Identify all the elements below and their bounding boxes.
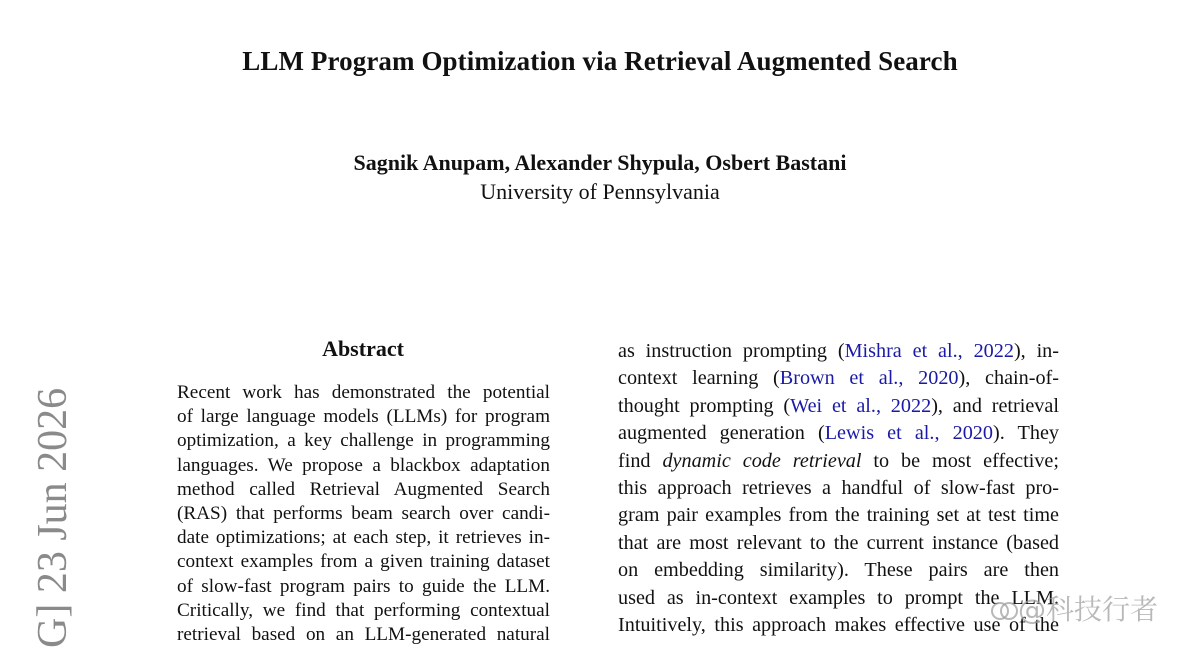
abstract-line: date optimizations; at each step, it retrieves in- [177, 527, 550, 549]
abstract-line: context examples from a given training dataset [177, 551, 550, 573]
intro-line: on embedding similarity). These pairs are then [618, 559, 1059, 582]
author-affiliation: University of Pennsylvania [480, 179, 720, 204]
abstract-heading: Abstract [322, 336, 404, 361]
abstract-line: method called Retrieval Augmented Search [177, 478, 550, 500]
abstract-line: of large language models (LLMs) for program [177, 406, 550, 428]
intro-line: used as in-context examples to prompt the LLM. [618, 586, 1059, 609]
intro-line: find dynamic code retrieval to be most effective; [618, 449, 1059, 472]
intro-line: as instruction prompting (Mishra et al., 2022), in- [618, 340, 1060, 362]
abstract-line: Recent work has demonstrated the potential [177, 382, 550, 403]
abstract-line: languages. We propose a blackbox adaptation [177, 454, 550, 476]
watermark-logo-icon [990, 600, 1018, 622]
citation-link[interactable]: Wei et al., 2022 [790, 394, 932, 417]
intro-line: gram pair examples from the training set at test time [618, 504, 1059, 527]
citation-link[interactable]: Brown et al., 2020 [779, 367, 959, 390]
watermark-text: @科技行者 [1018, 593, 1159, 626]
emphasis-text: dynamic code retrieval [662, 449, 862, 472]
arxiv-stamp: G] 23 Jun 2026 [30, 387, 76, 648]
intro-line: Intuitively, this approach makes effective use of the [618, 614, 1059, 637]
abstract-body [177, 381, 550, 647]
intro-line: this approach retrieves a handful of slow-fast pro- [618, 477, 1059, 500]
abstract-line: optimization, a key challenge in programming [177, 430, 550, 452]
author-list: Sagnik Anupam, Alexander Shypula, Osbert Bastani [353, 150, 847, 175]
intro-line: that are most relevant to the current instance (based [618, 531, 1059, 554]
abstract-line: retrieval based on an LLM-generated natural [177, 624, 550, 646]
citation-link[interactable]: Mishra et al., 2022 [844, 340, 1014, 362]
abstract-line: of slow-fast program pairs to guide the LLM. [177, 575, 550, 597]
paper-title: LLM Program Optimization via Retrieval Augmented Search [242, 46, 958, 76]
intro-line: augmented generation (Lewis et al., 2020). They [618, 422, 1059, 445]
intro-line: thought prompting (Wei et al., 2022), and retrieval [618, 394, 1059, 417]
intro-line: context learning (Brown et al., 2020), chain-of- [618, 367, 1059, 390]
source-watermark [990, 588, 1158, 628]
abstract-line: Critically, we find that performing contextual [177, 599, 550, 621]
abstract-line: (RAS) that performs beam search over candi- [177, 503, 550, 525]
citation-link[interactable]: Lewis et al., 2020 [824, 422, 993, 445]
